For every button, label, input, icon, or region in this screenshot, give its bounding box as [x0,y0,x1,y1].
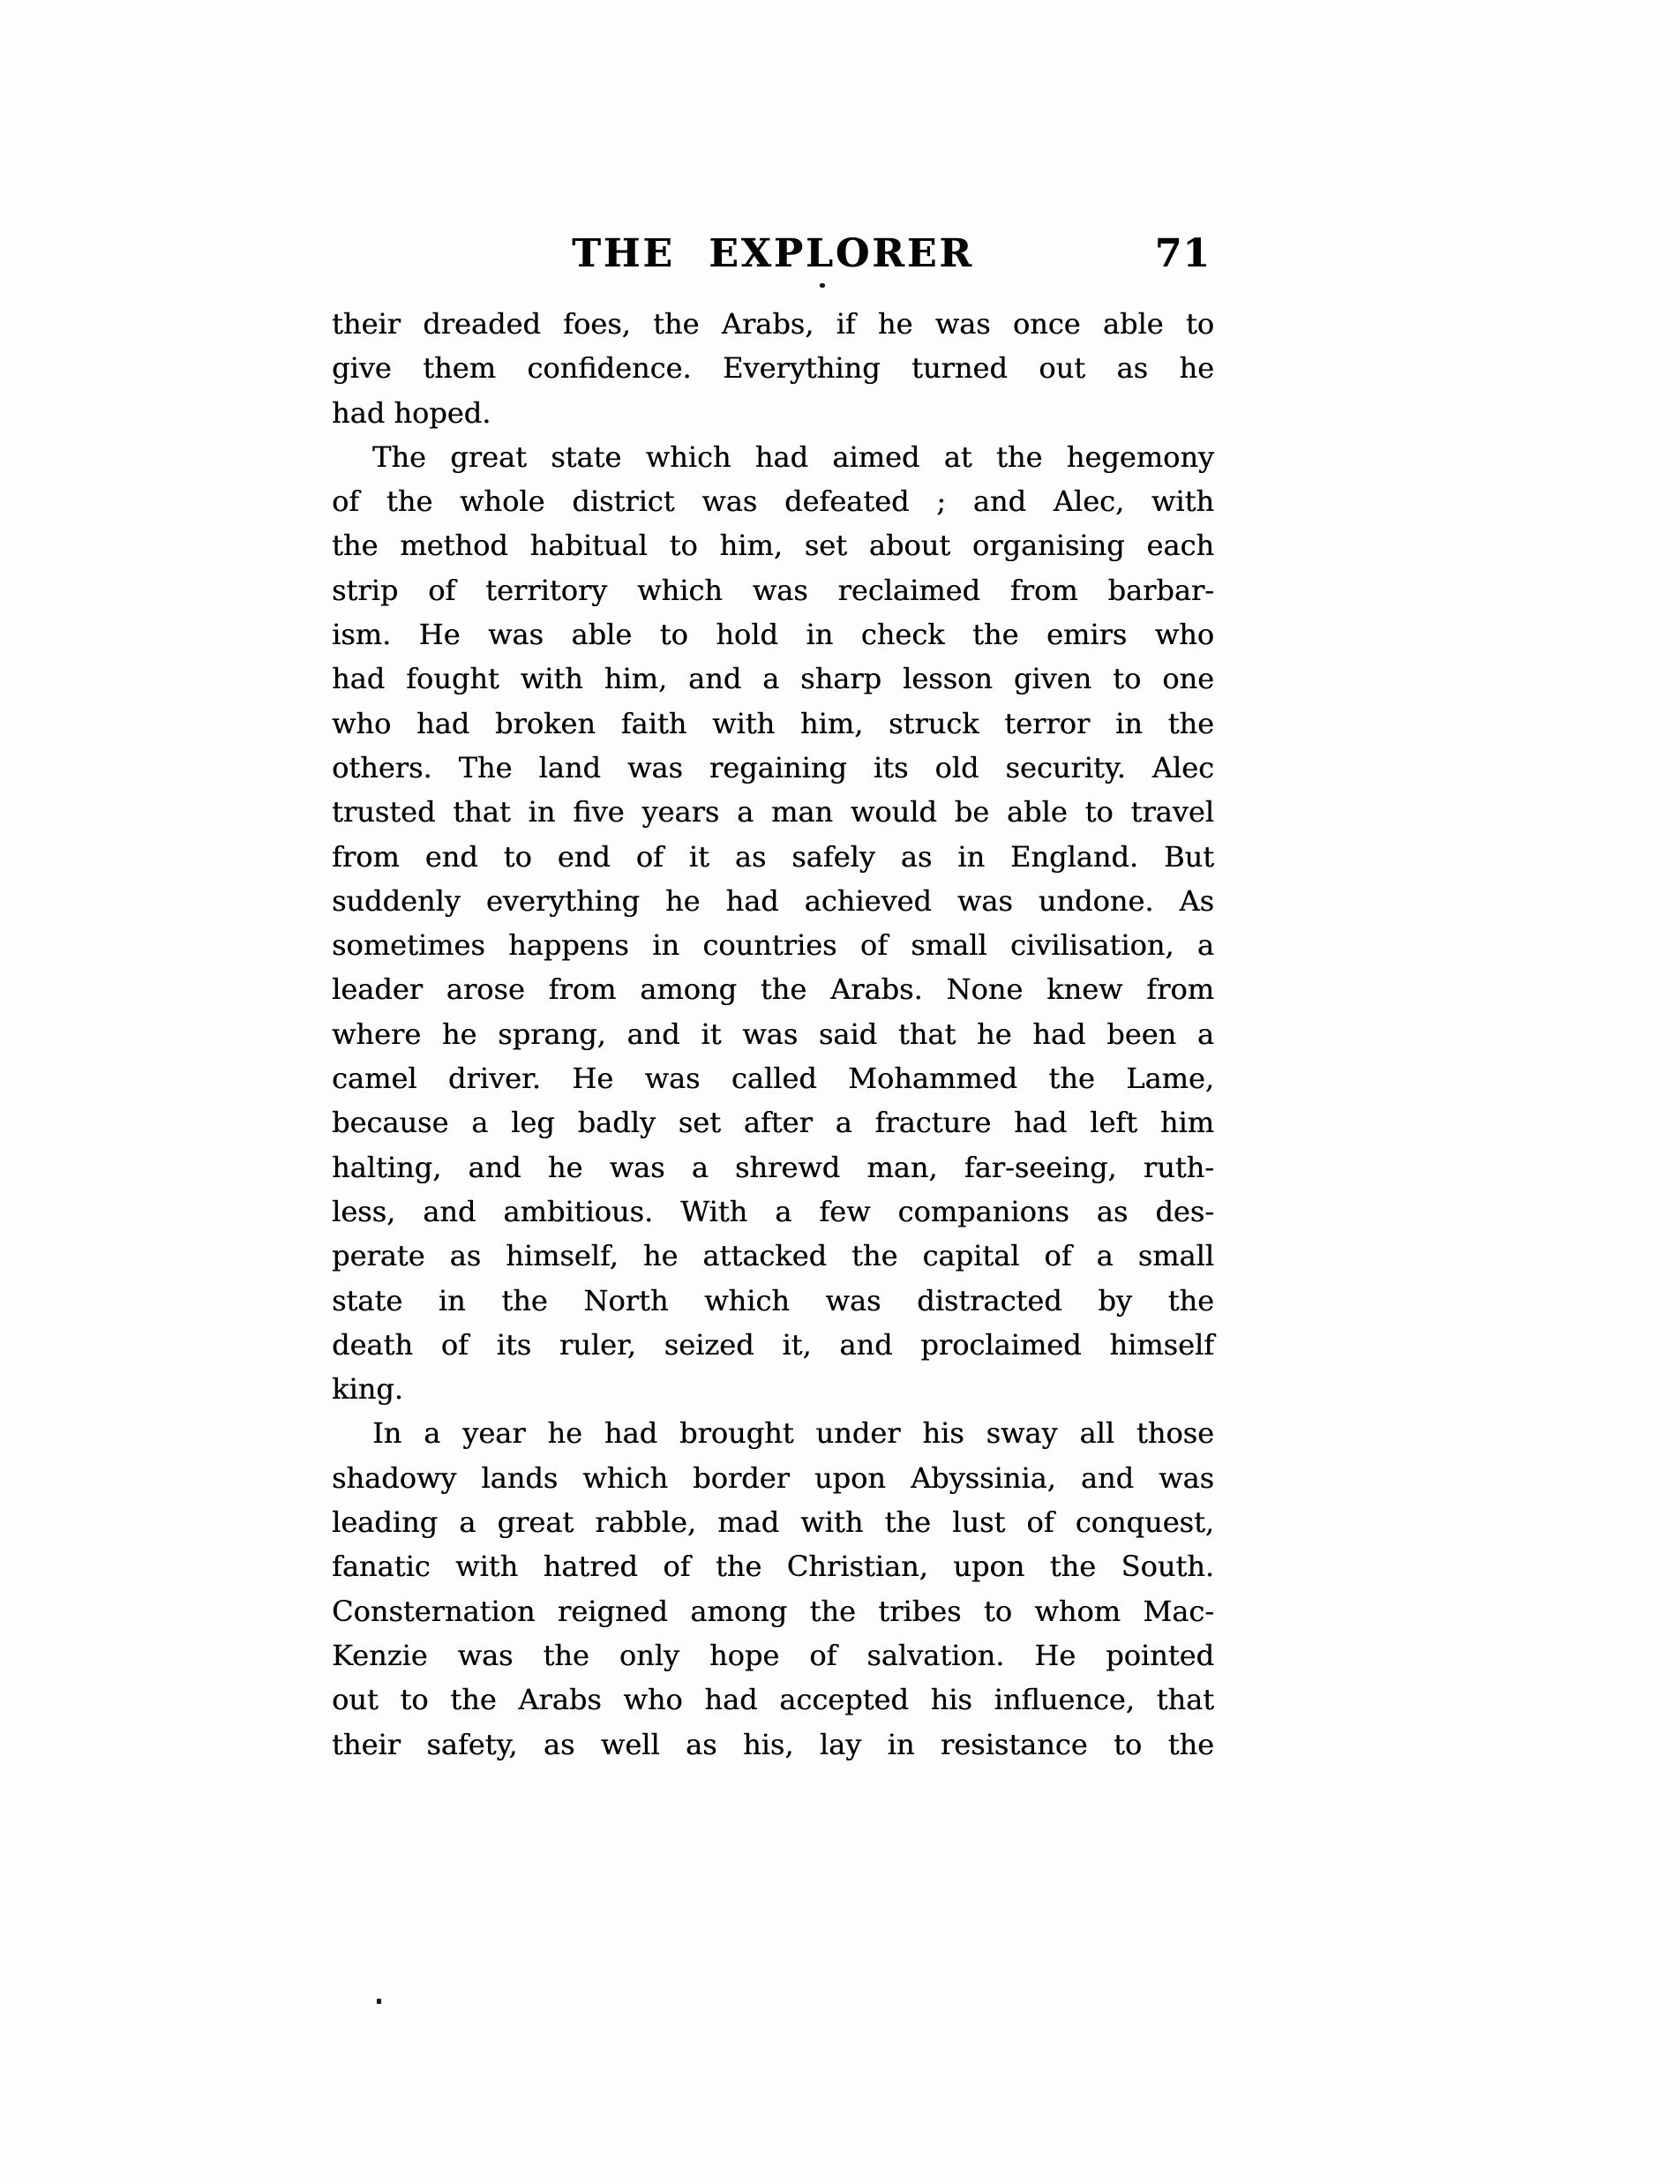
text-line: leading a great rabble, mad with the lust of conquest, [332,1505,1214,1540]
text-line: In a year he had brought under his sway all those [372,1416,1214,1451]
text-line: trusted that in five years a man would be able to travel [332,795,1214,829]
text-line: where he sprang, and it was said that he had been a [332,1017,1214,1051]
text-line: The great state which had aimed at the hegemony [372,439,1214,474]
text-line: who had broken faith with him, struck terror in the [332,706,1214,740]
text-line: suddenly everything he had achieved was undone. As [332,883,1214,918]
text-line: shadowy lands which border upon Abyssinia, and was [332,1460,1214,1495]
text-line: camel driver. He was called Mohammed the Lame, [332,1062,1214,1096]
text-line: death of its ruler, seized it, and proclaimed himself [332,1327,1214,1362]
text-line: the method habitual to him, set about organising each [332,529,1214,563]
text-line: less, and ambitious. With a few companions as des- [332,1194,1214,1228]
page-number: 71 [1154,231,1211,276]
text-line: Kenzie was the only hope of salvation. He pointed [332,1638,1214,1672]
text-line: give them confidence. Everything turned out as he [332,351,1214,386]
text-line: from end to end of it as safely as in England. But [332,839,1214,874]
text-line: others. The land was regaining its old security. Alec [332,750,1214,784]
text-line: out to the Arabs who had accepted his influence, that [332,1683,1214,1717]
text-line: sometimes happens in countries of small civilisation, a [332,928,1214,963]
body-text [332,302,1214,1767]
text-line: strip of territory which was reclaimed from barbar- [332,573,1214,607]
text-line: halting, and he was a shrewd man, far-seeing, ruth- [332,1150,1214,1184]
text-line: their safety, as well as his, lay in resistance to the [332,1727,1214,1761]
text-line: their dreaded foes, the Arabs, if he was once able to [332,307,1214,341]
text-line: of the whole district was defeated ; and Alec, with [332,484,1214,519]
text-line: leader arose from among the Arabs. None knew from [332,972,1214,1007]
text-line: had fought with him, and a sharp lesson given to one [332,662,1214,696]
text-line: Consternation reigned among the tribes to whom Mac- [332,1594,1214,1628]
text-line: because a leg badly set after a fracture had left him [332,1106,1214,1140]
ink-speck [377,1999,381,2004]
text-line: fanatic with hatred of the Christian, upon the South. [332,1550,1214,1584]
text-line: had hoped. [332,395,491,430]
text-line: king. [332,1372,403,1407]
ink-speck [820,283,825,288]
text-line: ism. He was able to hold in check the emirs who [332,618,1214,652]
text-line: state in the North which was distracted by the [332,1283,1214,1317]
running-header-title: THE EXPLORER [572,231,974,276]
text-line: perate as himself, he attacked the capital of a small [332,1239,1214,1273]
